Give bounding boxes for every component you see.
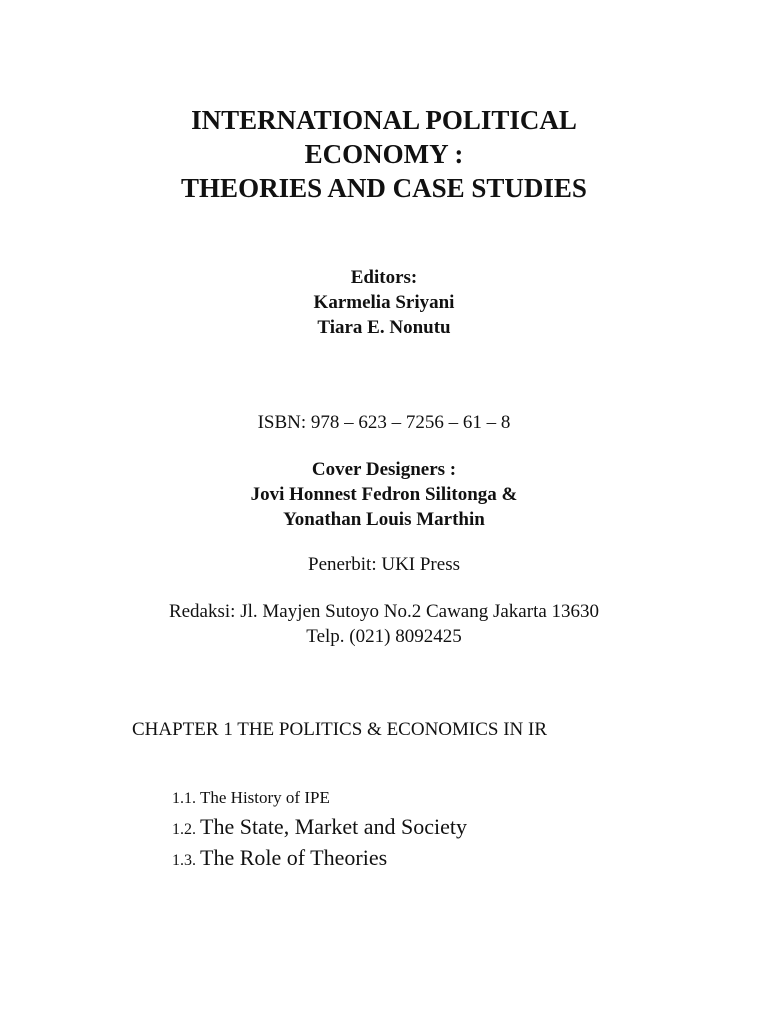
title-line-2: ECONOMY : <box>304 139 464 169</box>
isbn-line: ISBN: 978 – 623 – 7256 – 61 – 8 <box>257 412 511 433</box>
toc-item-label: The History of IPE <box>200 788 330 807</box>
cover-designer-line: Yonathan Louis Marthin <box>283 509 485 530</box>
address-block <box>0 599 768 649</box>
cover-designer-line: Jovi Honnest Fedron Silitonga & <box>250 484 518 505</box>
address-line: Redaksi: Jl. Mayjen Sutoyo No.2 Cawang Jakarta 13630 <box>168 601 600 622</box>
toc-item-number: 1.1. <box>172 790 196 807</box>
editors-heading: Editors: <box>350 267 418 288</box>
publisher-line: Penerbit: UKI Press <box>308 554 460 575</box>
editor-name: Karmelia Sriyani <box>313 292 455 313</box>
title-line-1: INTERNATIONAL POLITICAL <box>191 105 577 135</box>
toc-item-label: The State, Market and Society <box>200 814 467 839</box>
phone-line: Telp. (021) 8092425 <box>306 626 462 647</box>
toc-item-label: The Role of Theories <box>200 845 388 870</box>
toc-item <box>172 813 467 844</box>
cover-designers-heading: Cover Designers : <box>311 459 457 480</box>
title-line-3: THEORIES AND CASE STUDIES <box>181 173 587 203</box>
toc-item-number: 1.2. <box>172 821 196 838</box>
cover-designers-block <box>0 457 768 532</box>
editors-block <box>0 265 768 340</box>
table-of-contents <box>172 784 467 875</box>
chapter-heading: CHAPTER 1 THE POLITICS & ECONOMICS IN IR <box>132 719 548 740</box>
book-title <box>0 103 768 205</box>
toc-item <box>172 784 467 813</box>
toc-item-number: 1.3. <box>172 852 196 869</box>
editor-name: Tiara E. Nonutu <box>317 317 451 338</box>
toc-item <box>172 844 467 875</box>
